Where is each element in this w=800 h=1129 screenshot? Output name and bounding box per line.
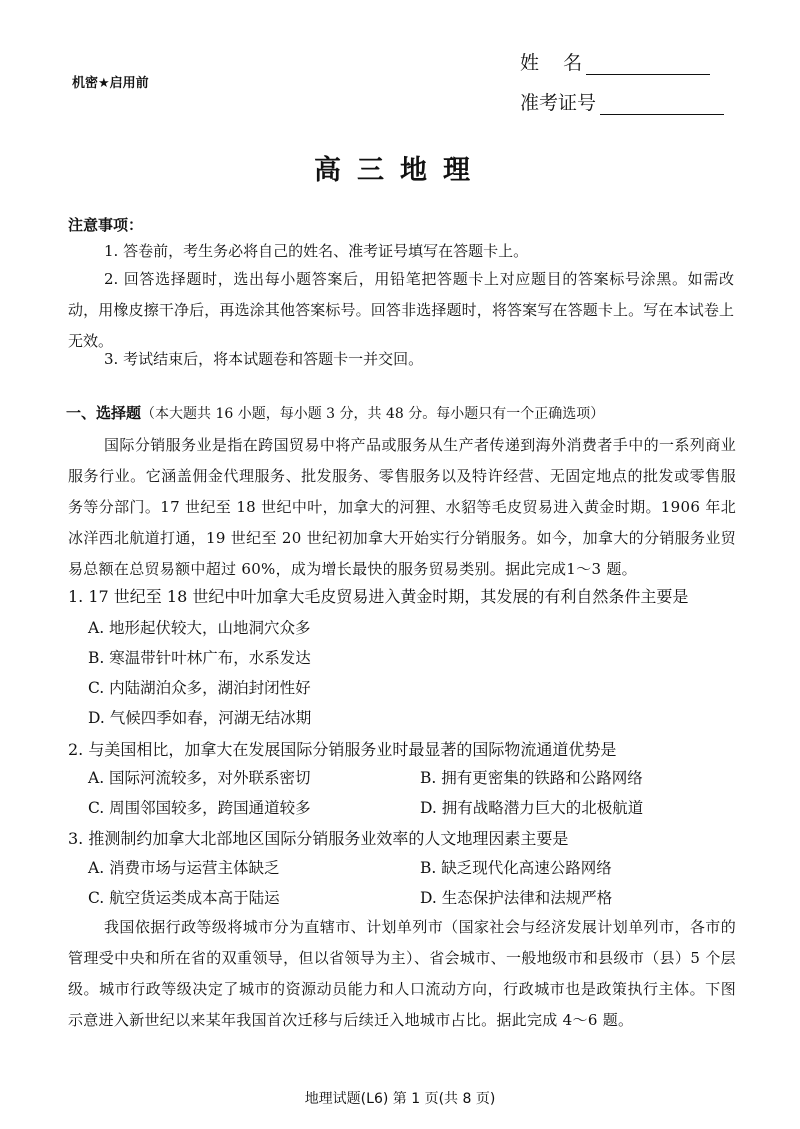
question-3-option-d[interactable]: D. 生态保护法律和法规严格 <box>420 889 613 907</box>
page-footer: 地理试题(L6) 第 1 页(共 8 页) <box>304 1091 496 1107</box>
notice-item-2: 2. 回答选择题时，选出每小题答案后，用铅笔把答题卡上对应题目的答案标号涂黑。如需改动，用橡皮擦干净后，再选涂其他答案标号。回答非选择题时，将答案写在答题卡上。写在本试卷上无效。 <box>68 270 734 350</box>
question-3-option-c[interactable]: C. 航空货运类成本高于陆运 <box>88 889 280 907</box>
section-heading <box>66 402 604 423</box>
question-3-option-b[interactable]: B. 缺乏现代化高速公路网络 <box>420 859 612 877</box>
question-1-option-c[interactable]: C. 内陆湖泊众多，湖泊封闭性好 <box>88 679 311 697</box>
section-title: 一、选择题 <box>66 404 142 422</box>
name-field <box>520 48 710 75</box>
exam-id-label: 准考证号 <box>520 92 597 114</box>
notice-heading: 注意事项： <box>68 216 144 234</box>
passage-1: 国际分销服务业是指在跨国贸易中将产品或服务从生产者传递到海外消费者手中的一系列商业服务行业。它涵盖佣金代理服务、批发服务、零售服务以及特许经营、无固定地点的批发或零售服务等分部门。17 世纪至 18 世纪中叶，加拿大的河狸、水貂等毛皮贸易进入黄金时期。1906 年北冰洋西北航道打通，19 世纪至 20 世纪初加拿大开始实行分销服务。如今，加拿大的分销服务业贸易总额在总贸易额中超过 60%，成为增长最快的服务贸易类别。据此完成1～3 题。 <box>68 436 736 578</box>
question-1-stem: 1. 17 世纪至 18 世纪中叶加拿大毛皮贸易进入黄金时期，其发展的有利自然条件主要是 <box>68 587 689 606</box>
question-1-option-d[interactable]: D. 气候四季如春，河湖无结冰期 <box>88 709 312 727</box>
name-blank[interactable] <box>586 73 710 75</box>
confidential-label: 机密★启用前 <box>72 76 149 91</box>
question-2-option-b[interactable]: B. 拥有更密集的铁路和公路网络 <box>420 769 643 787</box>
exam-id-blank[interactable] <box>600 113 724 115</box>
exam-id-field <box>520 88 724 115</box>
name-label: 姓 名 <box>520 52 583 74</box>
question-2-stem: 2. 与美国相比，加拿大在发展国际分销服务业时最显著的国际物流通道优势是 <box>68 740 617 759</box>
question-2-option-c[interactable]: C. 周围邻国较多，跨国通道较多 <box>88 799 311 817</box>
question-1-option-a[interactable]: A. 地形起伏较大，山地洞穴众多 <box>88 619 311 637</box>
page-title: 高三地理 <box>314 155 486 186</box>
question-3-option-a[interactable]: A. 消费市场与运营主体缺乏 <box>88 859 280 877</box>
notice-item-3: 3. 考试结束后，将本试题卷和答题卡一并交回。 <box>104 350 424 368</box>
question-1-option-b[interactable]: B. 寒温带针叶林广布，水系发达 <box>88 649 311 667</box>
section-note: （本大题共 16 小题，每小题 3 分，共 48 分。每小题只有一个正确选项） <box>141 406 605 422</box>
notice-item-1: 1. 答卷前，考生务必将自己的姓名、准考证号填写在答题卡上。 <box>104 242 529 260</box>
question-3-stem: 3. 推测制约加拿大北部地区国际分销服务业效率的人文地理因素主要是 <box>68 829 569 848</box>
question-2-option-a[interactable]: A. 国际河流较多，对外联系密切 <box>88 769 311 787</box>
passage-2: 我国依据行政等级将城市分为直辖市、计划单列市（国家社会与经济发展计划单列市，各市的管理受中央和所在省的双重领导，但以省领导为主）、省会城市、一般地级市和县级市（县）5 个层级。城市行政等级决定了城市的资源动员能力和人口流动方向，行政城市也是政策执行主体。下图示意进入新世纪以来某年我国首次迁移与后续迁入地城市占比。据此完成 4～6 题。 <box>68 918 736 1029</box>
question-2-option-d[interactable]: D. 拥有战略潜力巨大的北极航道 <box>420 799 644 817</box>
